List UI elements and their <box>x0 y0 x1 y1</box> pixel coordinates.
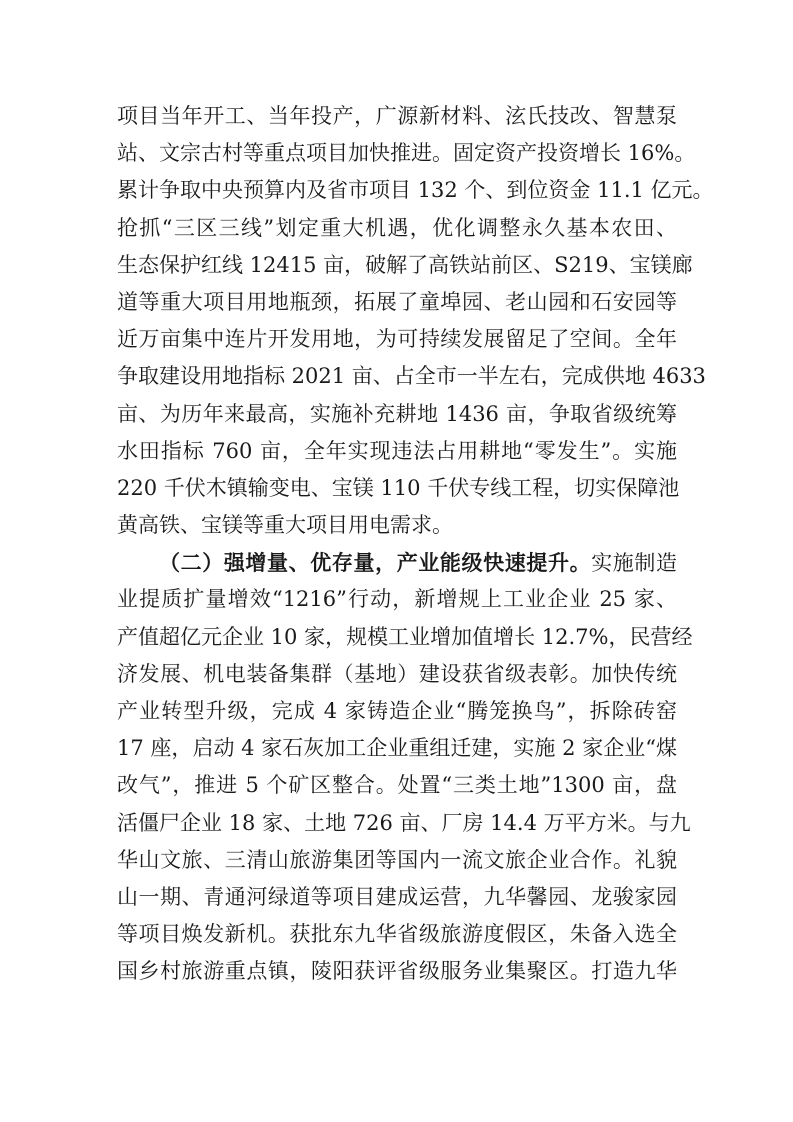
text-line: 抢抓“三区三线”划定重大机遇，优化调整永久基本农田、 <box>117 215 677 240</box>
text-line: 项目当年开工、当年投产，广源新材料、泫氏技改、智慧泵 <box>117 104 677 128</box>
text-line: 活僵尸企业 18 家、土地 726 亩、厂房 14.4 万平方米。与九 <box>117 810 691 835</box>
text-line: 站、文宗古村等重点项目加快推进。固定资产投资增长 16%。 <box>117 141 696 166</box>
text-line: 生态保护红线 12415 亩，破解了高铁站前区、S219、宝镁廊 <box>117 252 693 277</box>
body-text <box>117 98 714 991</box>
text-line: 产值超亿元企业 10 家，规模工业增加值增长 12.7%，民营经 <box>117 624 693 649</box>
text-line: 等项目焕发新机。获批东九华省级旅游度假区，朱备入选全 <box>117 922 677 947</box>
text-line: 17 座，启动 4 家石灰加工企业重组迁建，实施 2 家企业“煤 <box>117 736 677 761</box>
text-line: 黄高铁、宝镁等重大项目用电需求。 <box>117 513 453 538</box>
paragraph-1 <box>117 98 714 544</box>
text-line: 道等重大项目用地瓶颈，拓展了童埠园、老山园和石安园等 <box>117 289 677 314</box>
text-line: 济发展、机电装备集群（基地）建设获省级表彰。加快传统 <box>117 661 677 686</box>
text-line: 改气”，推进 5 个矿区整合。处置“三类土地”1300 亩，盘 <box>117 773 677 798</box>
section-heading: （二）强增量、优存量，产业能级快速提升。 <box>159 550 592 576</box>
text-line: 华山文旅、三清山旅游集团等国内一流文旅企业合作。礼貌 <box>117 847 677 872</box>
text-line: 水田指标 760 亩，全年实现违法占用耕地“零发生”。实施 <box>117 438 677 463</box>
text-line: 220 千伏木镇输变电、宝镁 110 千伏专线工程，切实保障池 <box>117 475 680 500</box>
text-line: 国乡村旅游重点镇，陵阳获评省级服务业集聚区。打造九华 <box>117 959 677 984</box>
paragraph-2-first-line <box>117 544 677 581</box>
text-line: 山一期、青通河绿道等项目建成运营，九华馨园、龙骏家园 <box>117 884 677 909</box>
text-line: 争取建设用地指标 2021 亩、占全市一半左右，完成供地 4633 <box>117 364 706 389</box>
text-line: 业提质扩量增效“1216”行动，新增规上工业企业 25 家、 <box>117 587 677 612</box>
text-line: 累计争取中央预算内及省市项目 132 个、到位资金 11.1 亿元。 <box>117 178 714 203</box>
text-line: 亩、为历年来最高，实施补充耕地 1436 亩，争取省级统筹 <box>117 401 677 426</box>
text-span: 实施制造 <box>591 551 678 576</box>
text-line: 近万亩集中连片开发用地，为可持续发展留足了空间。全年 <box>117 327 677 352</box>
paragraph-2 <box>117 544 693 990</box>
text-line: 产业转型升级，完成 4 家铸造企业“腾笼换鸟”，拆除砖窑 <box>117 699 677 723</box>
